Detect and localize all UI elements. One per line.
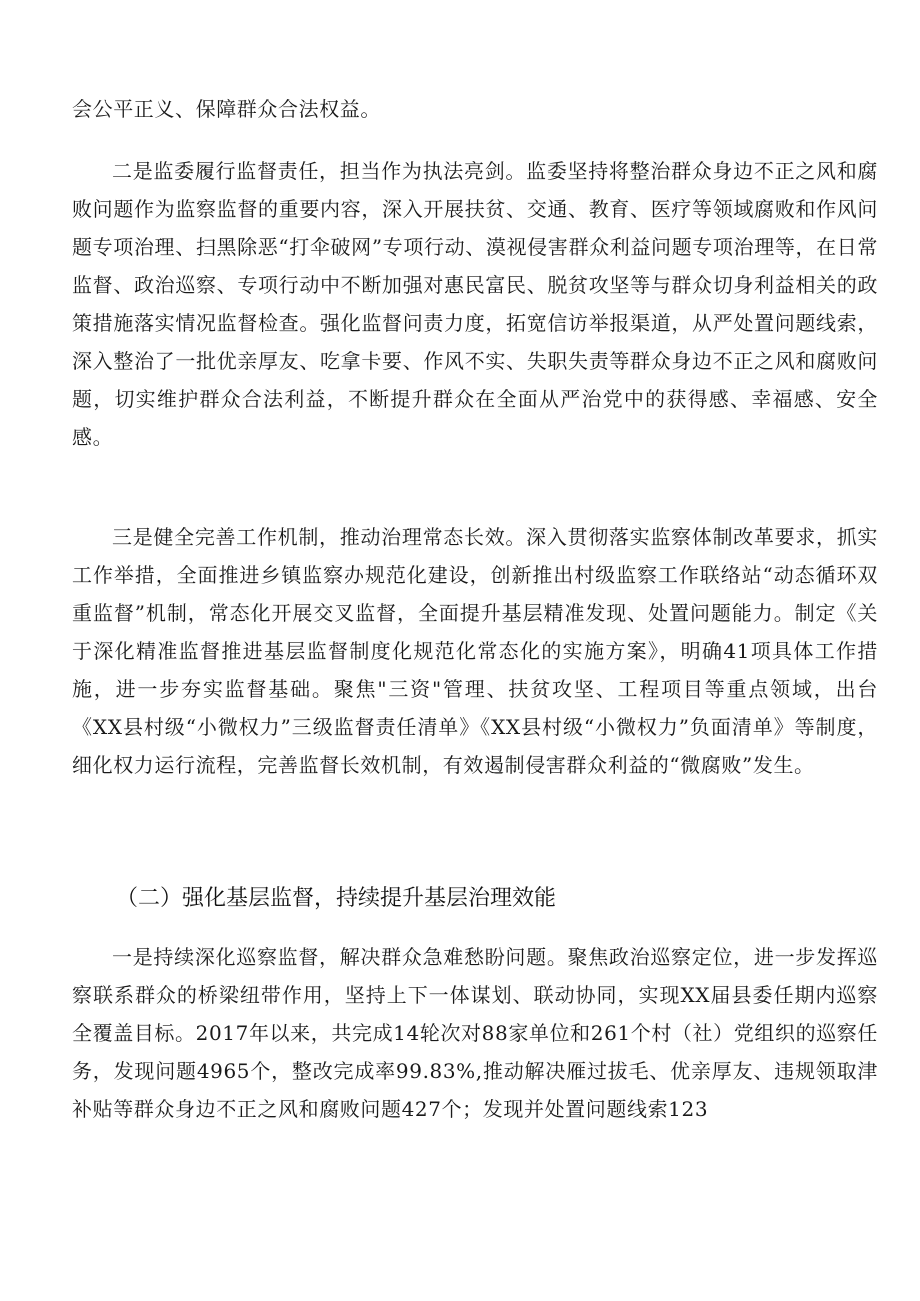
paragraph-supervision-duty: 二是监委履行监督责任，担当作为执法亮剑。监委坚持将整治群众身边不正之风和腐败问题作为监察监督的重要内容，深入开展扶贫、交通、教育、医疗等领域腐败和作风问题专项治理、扫黑除恶“打伞破网”专项行动、漠视侵害群众利益问题专项治理等，在日常监督、政治巡察、专项行动中不断加强对惠民富民、脱贫攻坚等与群众切身利益相关的政策措施落实情况监督检查。强化监督问责力度，拓宽信访举报渠道，从严处置问题线索，深入整治了一批优亲厚友、吃拿卡要、作风不实、失职失责等群众身边不正之风和腐败问题，切实维护群众合法利益，不断提升群众在全面从严治党中的获得感、幸福感、安全感。	[72, 159, 878, 449]
paragraph-inspection-supervision: 一是持续深化巡察监督，解决群众急难愁盼问题。聚焦政治巡察定位，进一步发挥巡察联系群众的桥梁纽带作用，坚持上下一体谋划、联动协同，实现XX届县委任期内巡察全覆盖目标。2017年以来，共完成14轮次对88家单位和261个村（社）党组织的巡察任务，发现问题4965个，整改完成率99.83%,推动解决雁过拔毛、优亲厚友、违规领取津补贴等群众身边不正之风和腐败问题427个；发现并处置问题线索123	[72, 945, 878, 1121]
paragraph-intro-fragment: 会公平正义、保障群众合法权益。	[72, 97, 381, 121]
section-heading: （二）强化基层监督，持续提升基层治理效能	[116, 886, 557, 911]
paragraph-work-mechanism: 三是健全完善工作机制，推动治理常态长效。深入贯彻落实监察体制改革要求，抓实工作举措，全面推进乡镇监察办规范化建设，创新推出村级监察工作联络站“动态循环双重监督”机制，常态化开展交叉监督，全面提升基层精准发现、处置问题能力。制定《关于深化精准监督推进基层监督制度化规范化常态化的实施方案》，明确41项具体工作措施，进一步夯实监督基础。聚焦"三资"管理、扶贫攻坚、工程项目等重点领域，出台《XX县村级“小微权力”三级监督责任清单》《XX县村级“小微权力”负面清单》等制度，细化权力运行流程，完善监督长效机制，有效遏制侵害群众利益的“微腐败”发生。	[72, 525, 878, 777]
